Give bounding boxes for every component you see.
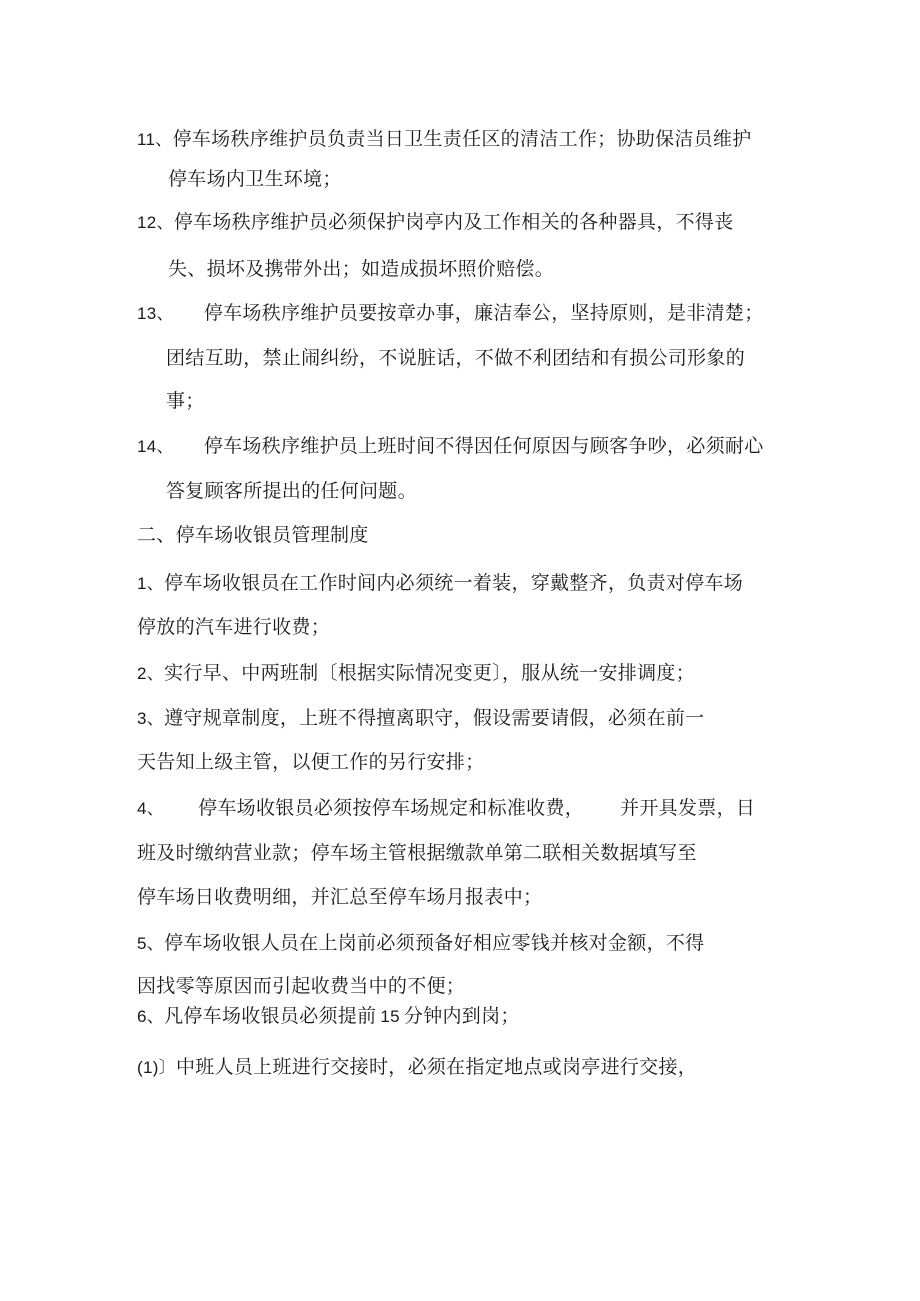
- item-4-line-3: [137, 884, 542, 910]
- item-1-line-1: [137, 570, 743, 597]
- item-number: 6、: [137, 1007, 165, 1026]
- item-text: 团结互助，禁止闹纠纷，不说脏话，不做不利团结和有损公司形象的: [166, 347, 746, 369]
- item-1-line-2: [137, 614, 330, 640]
- item-11-line-1: [137, 126, 752, 153]
- item-text: 停放的汽车进行收费；: [137, 616, 331, 638]
- item-3-line-1: [137, 705, 704, 732]
- item-text: 停车场秩序维护员要按章办事，廉洁奉公，坚持原则，是非清楚；: [203, 302, 764, 324]
- item-13-line-3: [166, 388, 205, 414]
- item-text: 遵守规章制度，上班不得擅离职守，假设需要请假，必须在前一: [164, 707, 705, 729]
- item-14-line-1: [137, 433, 764, 460]
- item-text: 答复顾客所提出的任何问题。: [166, 480, 417, 502]
- item-text: 停车场秩序维护员负责当日卫生责任区的清洁工作；协助保洁员维护: [172, 128, 752, 150]
- item-5-line-2: [137, 973, 465, 999]
- item-text: 停车场日收费明细，并汇总至停车场月报表中；: [137, 886, 543, 908]
- item-number: 1、: [137, 574, 165, 593]
- item-text: 停车场收银人员在上岗前必须预备好相应零钱并核对金额，不得: [164, 932, 705, 954]
- item-number: 12、: [137, 213, 174, 232]
- item-number: 14、: [137, 437, 174, 456]
- item-number: 3、: [137, 709, 165, 728]
- item-text-continued: 分钟内到岗；: [403, 1005, 520, 1027]
- item-5-line-1: [137, 930, 704, 957]
- item-6-line-1: [137, 1003, 520, 1030]
- section-title: 二、停车场收银员管理制度: [137, 524, 369, 546]
- item-text-continued: 并开具发票，日: [620, 797, 756, 819]
- item-12-line-1: [137, 209, 734, 236]
- item-number: 13、: [137, 304, 174, 323]
- item-4-line-1: [137, 795, 755, 822]
- item-text: 凡停车场收银员必须提前: [164, 1005, 377, 1027]
- minutes-value: 15: [380, 1007, 400, 1026]
- item-3-line-2: [137, 749, 484, 775]
- item-text: 失、损坏及携带外出；如造成损坏照价赔偿。: [168, 258, 555, 280]
- item-12-line-2: [168, 256, 554, 282]
- item-text: 停车场收银员必须按停车场规定和标准收费，: [198, 797, 585, 819]
- item-text: 停车场秩序维护员上班时间不得因任何原因与顾客争吵，必须耐心: [203, 435, 764, 457]
- item-text: 停车场收银员在工作时间内必须统一着装，穿戴整齐，负责对停车场: [164, 572, 744, 594]
- item-text: 中班人员上班进行交接时，必须在指定地点或岗亭进行交接，: [175, 1056, 698, 1078]
- item-number: 11、: [137, 130, 173, 149]
- item-text: 停车场秩序维护员必须保护岗亭内及工作相关的各种器具，不得丧: [173, 211, 734, 233]
- item-11-line-2: [168, 166, 342, 192]
- item-text: 停车场内卫生环境；: [168, 168, 342, 190]
- item-text: 实行早、中两班制〔根据实际情况变更〕，服从统一安排调度；: [164, 662, 695, 684]
- item-text: 因找零等原因而引起收费当中的不便；: [137, 975, 466, 997]
- item-number: 4、: [137, 799, 165, 818]
- item-4-line-2: [137, 840, 697, 866]
- item-14-line-2: [166, 478, 417, 504]
- item-text: 班及时缴纳营业款；停车场主管根据缴款单第二联相关数据填写至: [137, 842, 697, 864]
- section-heading: [137, 522, 369, 548]
- item-13-line-2: [166, 345, 745, 371]
- item-text: 天告知上级主管，以便工作的另行安排；: [137, 751, 485, 773]
- item-number: 2、: [137, 664, 165, 683]
- item-13-line-1: [137, 300, 764, 327]
- item-number: (1)〕: [137, 1058, 176, 1077]
- item-number: 5、: [137, 934, 165, 953]
- item-2-line-1: [137, 660, 695, 687]
- sub-item-1-line-1: [137, 1054, 697, 1081]
- item-text: 事；: [166, 390, 205, 412]
